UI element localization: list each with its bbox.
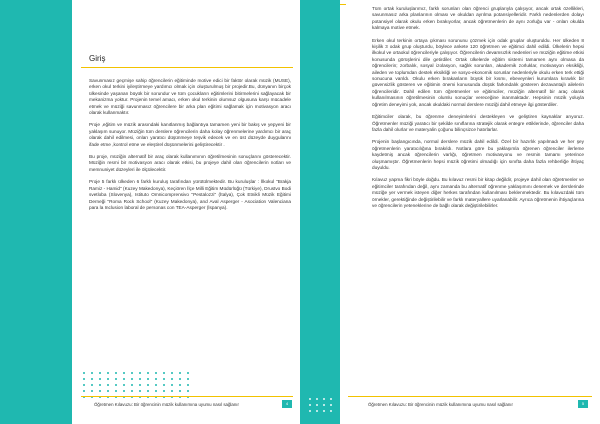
pattern-dot [99,372,101,374]
pattern-dot [123,372,125,374]
pattern-dot [139,384,141,386]
pattern-dot [330,410,332,412]
pattern-dot [187,378,189,380]
pattern-dot [330,404,332,406]
pattern-dot [139,390,141,392]
pattern-dot [107,384,109,386]
paragraph: Savunmasız geçmişe sahip öğrencilerin eğitiminde motive edici bir faktör olarak müzik (MUSE), erken okul terkini iyileştirmeye yardımcı olmak için oluşturulmuş bir projedir.Bu, dünyanın birçok ülkesinde yaşanan büyük bir sorundur ve tüm çocukların eğitimlerini bitirmelerini sağlayacak bir mekanizma yoktur. Projenin temel amacı, erken okul terkinin olumsuz olgusuna karşı mücadele etmek ve müziği savunmasız öğrencilere bir arka plan eğitimi sağlamak için motivasyon aracı olarak kullanmaktır. [89,78,291,116]
pattern-dot [179,384,181,386]
footer-text: Öğretmen Kılavuzu: Bir öğrencinin müzik kullanımına uyumu nasıl sağlanır [368,402,513,407]
pattern-dot [309,410,311,412]
pattern-dot [83,372,85,374]
pattern-dot [163,390,165,392]
pattern-dot [330,398,332,400]
footer-divider [348,396,592,397]
pattern-dot [131,378,133,380]
pattern-dot [316,410,318,412]
paragraph: Kılavuz yapma fikri böyle doğdu. Bu kılavuz resmi bir kitap değildir, projeye dahil olan öğretmenler ve eğitimciler tarafından değil, aynı zamanda bu alternatif öğrenme yaklaşımını denemek ve derslerinde müziğe yer vermek isteyen diğer herkes tarafından kullanılması beklenmektedir. Bu kılavuzdaki tüm örnekler, gerektiğinde değiştirilebilir ve farklı materyallere uyarlanabilir. Ayrıca öğretmenin ihtiyaçlarına ve öğrencilerin yeteneklerine de bağlı olarak değiştirilebilirler. [372,177,584,208]
left-body-text [89,78,291,217]
pattern-dot [115,390,117,392]
pattern-dot [171,372,173,374]
pattern-dot [115,372,117,374]
pattern-dot [323,404,325,406]
pattern-dot [187,372,189,374]
center-teal-band [300,0,340,424]
pattern-dot [171,390,173,392]
pattern-dot [147,372,149,374]
pattern-dot [99,390,101,392]
pattern-dot [171,378,173,380]
pattern-dot [163,372,165,374]
pattern-dot [99,384,101,386]
pattern-dot [107,372,109,374]
pattern-dot [155,384,157,386]
pattern-dot [131,390,133,392]
pattern-dot [83,384,85,386]
pattern-dot [147,384,149,386]
pattern-dot [131,384,133,386]
pattern-dot [83,390,85,392]
pattern-dot [123,384,125,386]
paragraph: Projenin başlangıcında, normal derslere müzik dahil edildi. Özel bir hazırlık yapılmadı ve her şey öğretmenlerin yaratıcılığına bırakıldı. Notlara göre bu yaklaşımla öğrenen öğrenciler ilerleme kaydetmiş ancak öğrencilerin varlığı, öğretmen motivasyonu ve resmin tamamı yeterince oluşmamıştır. Öğretmenlerin hepsi müzik öğretimi olmadığı için sınıfta daha fazla rehberliğe ihtiyaç duyuldu. [372,139,584,170]
paragraph: Bu proje, müziğin alternatif bir araç olarak kullanımının öğretilmesinin sonuçlarını gösterecektir. Müziğin resmi bir motivasyon aracı olarak etkisi, bu projeye dahil olan öğrencilerin notları ve memnuniyet düzeyleri ile ölçülecektir. [89,154,291,172]
footer-text: Öğretmen Kılavuzu: Bir öğrencinin müzik kullanımına uyumu nasıl sağlanır [94,402,239,407]
pattern-dot [107,378,109,380]
pattern-dot [171,384,173,386]
page-number: 4 [282,400,292,408]
pattern-dot [155,372,157,374]
pattern-dot [91,372,93,374]
pattern-dot [323,398,325,400]
paragraph: Proje ,eğitim ve müzik arasındaki kanıtlanmış bağlantıya tamamen yeni bir bakış ve yepyeni bir yaklaşım sunuyor. Müziğin tüm derslere öğrencilerin daha kolay öğrenmelerine yardımcı bir araç olarak dahil edilmesi, onları yaratıcı düşünmeye teşvik edecek ve en üst düzeyde duygularını ifade etme ,kontrol etme ve eleştirel düşünmelerini geliştirecektir . [89,122,291,147]
footer-divider [81,396,293,397]
right-body-text [372,6,584,215]
pattern-dot [323,410,325,412]
pattern-dot [91,384,93,386]
paragraph: Proje 5 farklı ülkeden 6 farklı kuruluş tarafından yürütülmektedir. Bu kuruluşlar : İlkokul "Brakja Ramiz - Hamid" (Kuzey Makedonya), Keçiören İlçe Milli Eğitim Müdürlüğü (Türkiye), Drustvo Bodi svetloba (Slovenya), Istituto Omnicomprensivo "Pestalozzi" (İtalya), Çok Etnikli Müzik Eğitimi Derneği "Roma Rock School" (Kuzey Makedonya), and Aval Asperger - Asociation Valenciana para la Inclusion laboral de personas con TEA-Asperger (İspanya). [89,179,291,210]
left-teal-band [0,0,72,424]
pattern-dot [115,384,117,386]
pattern-dot [139,372,141,374]
pattern-dot [155,390,157,392]
pattern-dot [123,378,125,380]
pattern-dot [179,378,181,380]
pattern-dot [316,404,318,406]
pattern-dot [163,378,165,380]
paragraph: Eğitimciler olarak, bu öğrenme deneyimlerini destekleyen ve geliştiren kaynaklar arıyoruz. Öğretmenler müziği yaratıcı bir şekilde sınıflarına stratejik olarak entegre ettiklerinde, öğrenciler daha fazla dahil olurlar ve materyalin çoğunu bilinçsizce hatırlarlar. [372,114,584,132]
pattern-dot [107,390,109,392]
pattern-dot [139,378,141,380]
pattern-dot [123,390,125,392]
paragraph: Tüm ortak kuruluşlarımız, farklı sorunları olan öğrenci gruplarıyla çalışıyor, ancak ortak özellikleri, savunmasız arka planlarının olması ve okuldan ayrılma potansiyelleridir. Farklı nedenlerden dolayı potansiyel olarak okulu erken bırakıyorlar, ancak öğretmenlerin de aynı zorluğu var - onları okulda kalmaya motive etmek. [372,6,584,31]
paragraph: Erken okul terkinin ortaya çıkması sorununu çözmek için odak gruplar oluşturuldu. Her ülkeden 8 kişilik 3 odak grup oluşturdu, böylece ankete 120 öğretmen ve eğitimci dahil edildi. Ülkelerin hepsi ilkokul ve ortaokul öğrencileriyle çalışıyor. Öğrencilerin devamsızlık nedenleri ve müziğin eğitime etkisi konusunda görüşlerini dile getirdiler. Ortak ülkelerde eğitim sistemi tamamen aynı olmasa da öğrencilerin; zorbalık, sosyal izolasyon, sağlık sorunları, akademik zorluklar, motivasyon eksikliği, aileden ve toplumdan destek eksikliği ve sosyo-ekonomik sorunlar nedenleriyle okulu erken terk ettiği sonucuna varıldı. Okulu erken bırakanların büyük bir kısmı, ebeveynleri kurumlara kıravlık bir güvensizlik gösteren ve eğitimin önemi konusunda düşük farkındalık gösteren dezavantajlı ailelerin öğrencileridir. Dahil edilen tüm öğretmenler ve eğitimciler, müziğin alternatif bir araç olarak kullanılmasının öğretilmesinin olumlu sonuçlar vereceğine inanmaktadır. Hepsinin müzik yoluyla öğretim deneyimi yok, ancak okuldaki normal derslere müziği dahil etmeye ilgi gösterdiler. [372,37,584,107]
pattern-dot [131,372,133,374]
page-title: Giriş [89,54,106,63]
pattern-dot [147,378,149,380]
pattern-dot [99,378,101,380]
pattern-dot [316,398,318,400]
pattern-dot [147,390,149,392]
pattern-dot [309,404,311,406]
pattern-dot [91,390,93,392]
heading-divider [81,67,293,68]
pattern-dot [187,390,189,392]
pattern-dot [163,384,165,386]
pattern-dot [83,378,85,380]
pattern-dot [187,384,189,386]
pattern-dot [179,372,181,374]
pattern-dot [115,378,117,380]
pattern-dot [309,398,311,400]
pattern-dot [155,378,157,380]
pattern-dot [91,378,93,380]
page-number: 5 [578,400,588,408]
top-accent-line [340,4,346,5]
pattern-dot [179,390,181,392]
